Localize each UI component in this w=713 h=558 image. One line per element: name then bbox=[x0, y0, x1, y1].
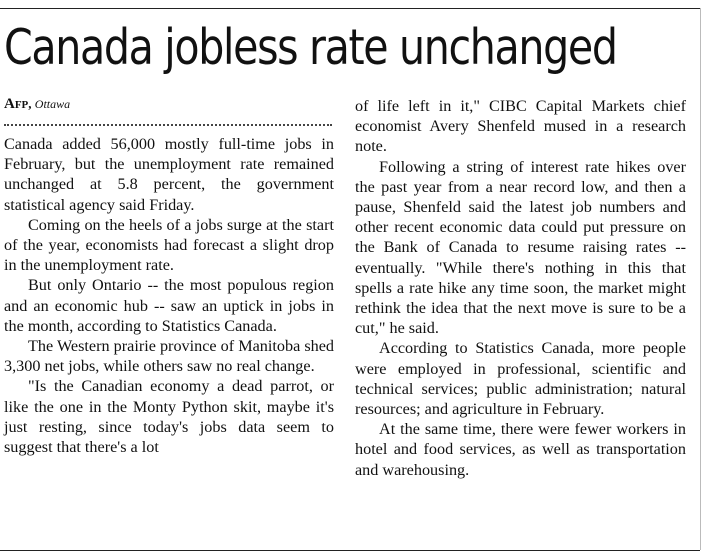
paragraph: According to Statistics Canada, more people were employed in professional, scientific and technical services; public administration; natural resources; and agriculture in February. bbox=[355, 339, 686, 419]
bottom-rule bbox=[0, 550, 700, 551]
paragraph: Coming on the heels of a jobs surge at the start of the year, economists had forecast a slight drop in the unemployment rate. bbox=[4, 215, 334, 275]
byline-separator: , bbox=[28, 96, 32, 111]
paragraph: But only Ontario -- the most populous region and an economic hub -- saw an uptick in jobs in the month, according to Statistics Canada. bbox=[4, 276, 334, 335]
headline: Canada jobless rate unchanged bbox=[4, 19, 617, 76]
top-rule bbox=[0, 8, 700, 9]
column-left bbox=[4, 96, 334, 457]
paragraph: At the same time, there were fewer workers in hotel and food services, as well as transportation and warehousing. bbox=[355, 420, 686, 479]
paragraph: of life left in it," CIBC Capital Markets chief economist Avery Shenfeld mused in a research note. bbox=[355, 97, 686, 156]
column-right bbox=[355, 96, 686, 480]
paragraph: The Western prairie province of Manitoba shed 3,300 net jobs, while others saw no real change. bbox=[4, 337, 334, 376]
byline-agency: Afp bbox=[4, 96, 29, 112]
right-rule bbox=[700, 8, 701, 550]
byline-dotted-divider bbox=[4, 116, 332, 126]
paragraph: "Is the Canadian economy a dead parrot, or like the one in the Monty Python skit, maybe it's just resting, since today's jobs data seem to suggest that there's a lot bbox=[4, 377, 334, 457]
paragraph: Canada added 56,000 mostly full-time jobs in February, but the unemployment rate remained unchanged at 5.8 percent, the government statistical agency said Friday. bbox=[4, 135, 334, 214]
paragraph: Following a string of interest rate hikes over the past year from a near record low, and then a pause, Shenfeld said the latest job numbers and other recent economic data could put pressure on the Bank of Canada to resume raising rates -- eventually. "While there's nothing in this that spells a rate hike any time soon, the market might rethink the idea that the next move is sure to be a cut," he said. bbox=[355, 157, 686, 338]
byline bbox=[4, 94, 334, 114]
byline-location: Ottawa bbox=[34, 97, 71, 111]
